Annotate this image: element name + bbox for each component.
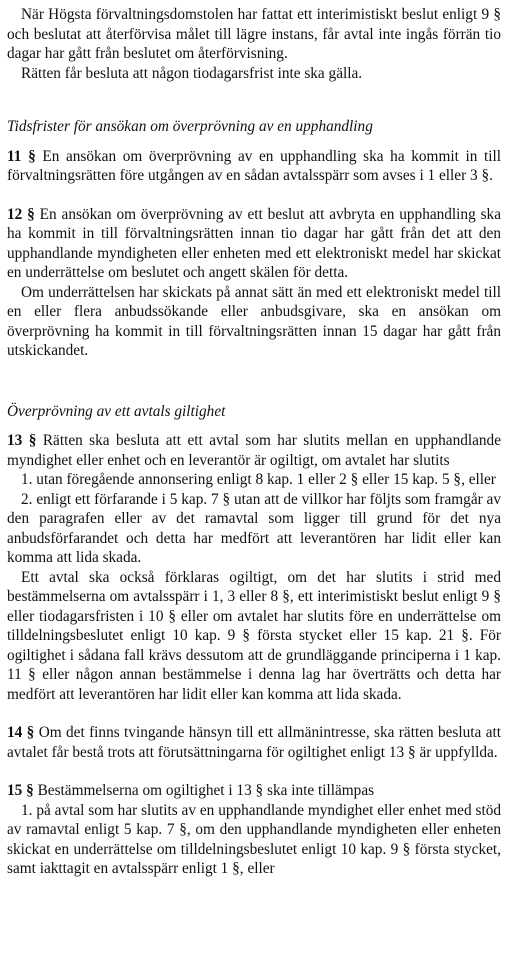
section-14-paragraph [7, 723, 501, 762]
section-12-number: 12 § [7, 205, 35, 223]
section-14-text: Om det finns tvingande hänsyn till ett allmänintresse, ska rätten besluta att avtalet får bestå trots att förutsättningarna för ogiltighet enligt 13 § är uppfyllda. [7, 724, 501, 761]
spacer [7, 137, 501, 147]
section-15-number: 15 § [7, 782, 34, 799]
section-12-text: En ansökan om överprövning av ett beslut att avbryta en upphandling ska ha kommit in till förvaltningsrätten innan tio dagar har gått från det att den upphandlande myndigheten eller enheten med ett elektroniskt medel har skickat en underrättelse om beslutet och angett skälen för detta. [7, 205, 501, 281]
section-11-number: 11 § [7, 147, 36, 165]
intro-paragraph-2: Rätten får besluta att någon tiodagarsfrist inte ska gälla. [21, 64, 363, 82]
section-heading-contract-validity: Överprövning av ett avtals giltighet [7, 402, 226, 420]
section-13-item-1: 1. utan föregående annonsering enligt 8 kap. 1 eller 2 § eller 15 kap. 5 §, eller [21, 471, 496, 488]
section-heading-time-limits: Tidsfrister för ansökan om överprövning av en upphandling [7, 118, 373, 135]
document-page [7, 5, 501, 879]
section-12-paragraph [7, 205, 501, 283]
section-14-number: 14 § [7, 724, 35, 741]
spacer [7, 704, 501, 723]
section-15-paragraph [7, 781, 501, 801]
section-11-text: En ansökan om överprövning av en upphandling ska ha kommit in till förvaltningsrätten före utgången av en sådan avtalsspärr som avses i 1 eller 3 §. [7, 147, 501, 184]
section-13-paragraph-2: Ett avtal ska också förklaras ogiltigt, om det har slutits i strid med bestämmelserna om avtalsspärr i 1, 3 eller 8 §, ett interimistiskt beslut enligt 9 § eller tiodagarsfristen i 10 § eller om avtalet har slutits före en underrättelse om tilldelningsbeslutet enligt 10 kap. 9 § första stycket eller 15 kap. 21 §. För ogiltighet i sådana fall krävs dessutom att de grundläggande principerna i 1 kap. 11 § eller någon annan bestämmelse i denna lag har överträtts och detta har medfört att leverantören har lidit eller kan komma att lida skada. [7, 568, 501, 703]
section-15-item-1: 1. på avtal som har slutits av en upphandlande myndighet eller enhet med stöd av ramavtal enligt 5 kap. 7 §, om den upphandlande myndigheten eller enheten skickat en underrättelse om tilldelningsbeslutet enligt 10 kap. 9 § första stycket, samt iakttagit en avtalsspärr enligt 1 §, eller [7, 801, 501, 877]
spacer [7, 186, 501, 205]
section-11-paragraph [7, 147, 501, 186]
spacer [7, 421, 501, 431]
intro-paragraph-1: När Högsta förvaltningsdomstolen har fattat ett interimistiskt beslut enligt 9 § och beslutat att återförvisa målet till lägre instans, får avtal inte ingås förrän tio dagar har gått från beslutet om återförvisning. [7, 6, 501, 62]
section-12-paragraph-2: Om underrättelsen har skickats på annat sätt än med ett elektroniskt medel till en eller flera anbudssökande eller anbudsgivare, ska en ansökan om överprövning ha kommit in till förvaltningsrätten innan 15 dagar har gått från utskickandet. [7, 283, 501, 359]
spacer [7, 762, 501, 781]
section-15-text: Bestämmelserna om ogiltighet i 13 § ska inte tillämpas [33, 782, 375, 799]
section-13-number: 13 § [7, 432, 37, 449]
spacer [7, 361, 501, 402]
section-13-paragraph [7, 431, 501, 470]
section-13-item-2: 2. enligt ett förfarande i 5 kap. 7 § utan att de villkor har följts som framgår av den paragrafen eller av det ramavtal som ligger till grund för det nya anbudsförfarandet och detta har medfört att leverantören har lidit eller kan komma att lida skada. [7, 490, 501, 566]
spacer [7, 83, 501, 117]
section-13-text: Rätten ska besluta att ett avtal som har slutits mellan en upphandlande myndighet eller enhet och en leverantör är ogiltigt, om avtalet har slutits [7, 432, 501, 469]
